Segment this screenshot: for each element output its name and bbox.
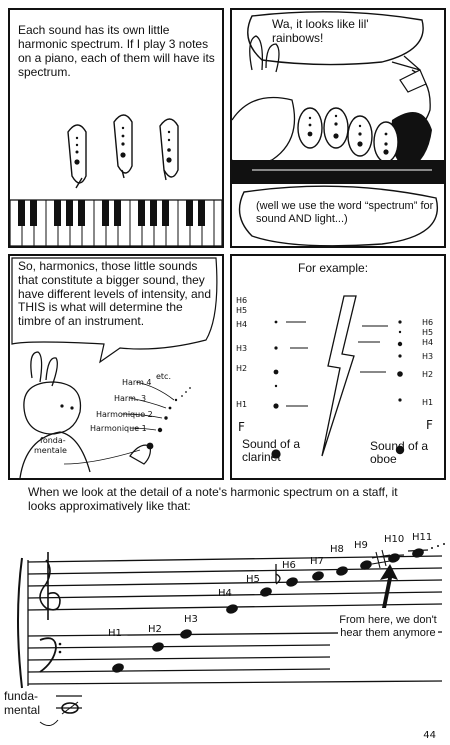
label-harm4: Harm.4 [122, 378, 152, 387]
harmonic-label-h6: H6 [282, 560, 296, 571]
oboe-label-h5: H5 [422, 328, 434, 337]
harmonics-explanation-bubble: So, harmonics, those little sounds that constitute a bigger sound, they have different levels of intensity, and THIS is what will determine the timbre of an instrument. [18, 259, 212, 329]
for-example-title: For example: [298, 261, 369, 275]
oboe-label-h3: H3 [422, 352, 434, 361]
clarinet-label-h3: H3 [236, 344, 248, 353]
label-harmonique1: Harmonique 1 [90, 424, 147, 433]
oboe-label-h1: H1 [422, 398, 434, 407]
clarinet-caption: Sound of a clarinet [242, 437, 301, 465]
label-etc: etc. [156, 372, 171, 381]
label-harm3: Harm. 3 [114, 394, 147, 403]
page-number: 44 [423, 730, 436, 741]
clarinet-label-h4: H4 [236, 320, 248, 329]
harmonic-label-h11: H11 [412, 532, 433, 543]
speech-bubble-spectrum-note: (well we use the word “spectrum” for sound AND light...) [256, 200, 434, 225]
oboe-label-h2: H2 [422, 370, 434, 379]
harmonic-label-h2: H2 [148, 624, 162, 635]
harmonic-label-h9: H9 [354, 540, 368, 551]
label-fondamentale-2: mentale [34, 446, 67, 455]
clarinet-label-h5: H5 [236, 306, 248, 315]
harmonic-label-h1: H1 [108, 628, 122, 639]
panel1-caption: Each sound has its own little harmonic spectrum. If I play 3 notes on a piano, each of them will have its spectrum. [18, 23, 215, 79]
clarinet-label-h1: H1 [236, 400, 248, 409]
label-fondamentale-1: fonda- [40, 436, 66, 445]
oboe-label-h4: H4 [422, 338, 434, 347]
speech-bubble-rainbows: Wa, it looks like lil' rainbows! [272, 17, 369, 45]
oboe-fundamental-label: F [426, 418, 433, 432]
oboe-label-h6: H6 [422, 318, 434, 327]
harmonic-label-h3: H3 [184, 614, 198, 625]
harmonic-label-h5: H5 [246, 574, 260, 585]
harmonic-label-h4: H4 [218, 588, 232, 599]
fundamental-label-1: funda- [4, 689, 39, 703]
inaudible-harmonics-note: From here, we don't hear them anymore [339, 614, 437, 639]
clarinet-fundamental-label: F [238, 420, 245, 434]
oboe-caption: Sound of a oboe [370, 439, 429, 467]
fundamental-label-2: mental [4, 703, 41, 717]
clarinet-label-h6: H6 [236, 296, 248, 305]
harmonic-label-h8: H8 [330, 544, 344, 555]
harmonic-label-h10: H10 [384, 534, 405, 545]
clarinet-label-h2: H2 [236, 364, 248, 373]
staff-explanation-caption: When we look at the detail of a note's harmonic spectrum on a staff, it looks approximatively like that: [28, 485, 398, 513]
label-harmonique2: Harmonique 2 [96, 410, 153, 419]
harmonic-label-h7: H7 [310, 556, 324, 567]
